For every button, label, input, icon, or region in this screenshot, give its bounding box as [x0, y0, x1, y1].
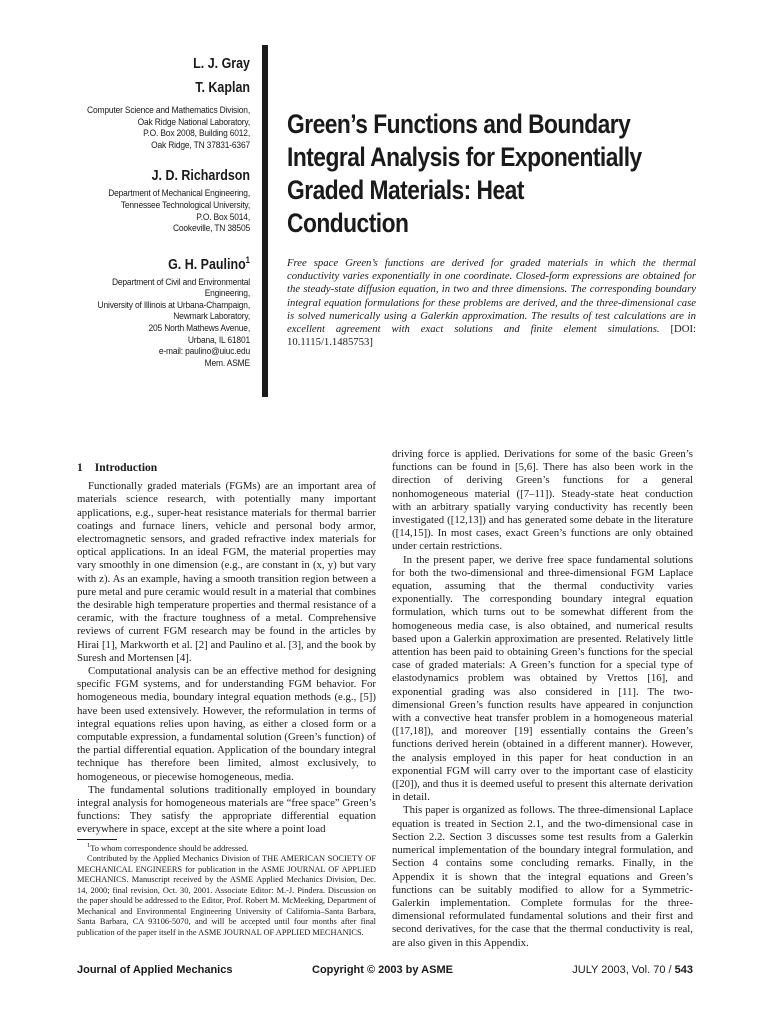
author-name-1: L. J. Gray	[193, 56, 250, 72]
body-column-left	[77, 462, 376, 837]
affiliation-line: Computer Science and Mathematics Division,	[87, 105, 251, 116]
paper-title	[287, 108, 665, 240]
paragraph: This paper is organized as follows. The three-dimensional Laplace equation is treated in Section 2.1, and the two-dimensional case in Section 2.2. Section 3 discusses some test results from a Galerkin numerical implementation of the boundary integral formulation, and Section 4 contains some concluding remarks. Finally, in the Appendix it is shown that the integral equations and Green’s functions can be suitably modified to allow for a Symmetric-Galerkin implementation. Complete formulas for the three-dimensional reformulated fundamental solutions and their first and second derivatives, for the case that the thermal conductivity is real, are also given in this Appendix.	[392, 804, 693, 949]
vertical-rule	[262, 45, 268, 397]
author-email: e-mail: paulino@uiuc.edu	[158, 346, 250, 358]
affiliation-line: Department of Civil and Environmental	[111, 276, 250, 288]
affiliation-paulino	[40, 277, 250, 370]
separator: /	[668, 964, 672, 976]
author-name-4	[69, 252, 250, 274]
author-name-2: T. Kaplan	[195, 80, 250, 96]
section-title: Introduction	[94, 462, 158, 474]
issue-date: JULY 2003, Vol. 70	[572, 964, 666, 976]
title-line: Graded Materials: Heat	[287, 175, 524, 205]
affiliation-line: University of Illinois at Urbana-Champaign,	[97, 299, 250, 311]
abstract-text: Free space Green’s functions are derived for graded materials in which the thermal conductivity varies exponentially in one coordinate. Closed-form expressions are obtained for the steady-state diffusion equation, in two and three dimensions. The corresponding boundary integral equation formulations for these problems are derived, and the three-dimensional case is solved numerically using a Galerkin approximation. The results of test calculations are in excellent agreement with exact solutions and finite element simulations.	[287, 257, 696, 336]
affiliation-line: Engineering,	[204, 288, 250, 300]
footnote-2: Contributed by the Applied Mechanics Division of THE AMERICAN SOCIETY OF MECHANICAL ENGINEERS for publication in the ASME JOURNAL OF APPLIED MECHANICS. Manuscript received by the ASME Applied Mechanics Division, Dec. 14, 2000; final revision, Oct. 30, 2001. Associate Editor: M.-J. Pindera. Discussion on the paper should be addressed to the Editor, Prof. Robert M. McMeeking, Department of Mechanical and Environmental Engineering University of California–Santa Barbara, Santa Barbara, CA 93106-5070, and will be accepted until four months after final publication of the paper itself in the ASME JOURNAL OF APPLIED MECHANICS.	[77, 854, 376, 937]
author-name-paulino: G. H. Paulino	[168, 256, 246, 273]
affiliation-line: Urbana, IL 61801	[187, 334, 250, 346]
title-line: Conduction	[287, 208, 409, 238]
section-heading	[77, 462, 376, 475]
body-column-right	[392, 448, 693, 950]
paragraph: The fundamental solutions traditionally employed in boundary integral analysis for homogeneous materials are “free space” Green’s functions: They satisfy the appropriate differential equation everywhere in space, except at the site where a point load	[77, 783, 376, 836]
footnote-mark: 1	[245, 254, 250, 265]
issue-info	[572, 964, 693, 976]
title-line: Green’s Functions and Boundary	[287, 109, 631, 139]
copyright: Copyright © 2003 by ASME	[312, 964, 453, 976]
footnote-mark: 1	[87, 842, 91, 849]
affiliation-line: P.O. Box 5014,	[196, 211, 250, 223]
footnote-rule	[77, 839, 117, 840]
paragraph: Computational analysis can be an effective method for designing specific FGM systems, and for understanding FGM behavior. For homogeneous media, boundary integral equation methods (e.g., [5]) have been used extensively. However, the reformulation in terms of integral equations relies upon having, as either a closed form or a computable expression, a fundamental solution (Green’s function) of the partial differential equation. Application of the boundary integral technique has therefore been limited, almost exclusively, to homogeneous, or piecewise homogeneous, media.	[77, 665, 376, 783]
affiliation-line: 205 North Mathews Avenue,	[148, 322, 250, 334]
page-number: 543	[674, 964, 693, 976]
section-number: 1	[77, 462, 83, 474]
paragraph: In the present paper, we derive free space fundamental solutions for both the two-dimensional and three-dimensional FGM Laplace equation, assuming that the thermal conductivity varies exponentially. The corresponding boundary integral equation formulation, which turns out to be somewhat different from the homogeneous media case, is also obtained, and numerical results based upon a Galerkin approximation are presented. Relatively little attention has been paid to obtaining Green’s functions for the special case of graded materials: A Green’s function for a special type of elastodynamics problem was obtained by Vrettos [16], and exponential grading was also considered in [11]. The two-dimensional Green’s function results have appeared in conjunction with a convective heat transfer problem in a homogeneous material ([17,18]), and moreover [19] essentially contains the Green’s functions derived herein (obtained in a different manner). However, the analysis employed in this paper for heat conduction in an exponential FGM will carry over to the important case of elasticity ([20]), and thus it is deemed useful to present this alternate derivation in detail.	[392, 553, 693, 804]
title-line: Integral Analysis for Exponentially	[287, 142, 642, 172]
abstract	[287, 257, 696, 349]
paragraph: driving force is applied. Derivations for some of the basic Green’s functions can be found in [5,6]. There has also been work in the direction of deriving Green’s functions for a general nonhomogeneous material ([7–11]). Steady-state heat conduction with an arbitrary spatially varying conductivity has recently been investigated ([12,13]) and has generated some debate in the literature ([14,15]). In most cases, exact Green’s functions are only obtained under certain restrictions.	[392, 448, 693, 553]
affiliation-line: Cookeville, TN 38505	[172, 223, 250, 235]
footnote-text: To whom correspondence should be addressed.	[90, 843, 249, 853]
affiliation-line: Newmark Laboratory,	[173, 311, 250, 323]
paragraph: Functionally graded materials (FGMs) are an important area of materials science research, with potentially many important applications, e.g., super-heat resistance materials for thermal barrier coatings and furnace liners, vehicle and personal body armor, electromagnetic sensors, and graded refractive index materials for optical applications. In an ideal FGM, the material properties may vary smoothly in one dimension (e.g., are constant in (x, y) but vary with z). As an example, having a smooth transition region between a pure metal and pure ceramic would result in a material that combines the desirable high temperature properties and thermal resistance of a ceramic, with the fracture toughness of a metal. Comprehensive reviews of current FGM research may be found in the articles by Hirai [1], Markworth et al. [2] and Paulino et al. [3], and the book by Suresh and Mortensen [4].	[77, 480, 376, 664]
doi: [DOI: 10.1115/1.1485753]	[287, 323, 697, 349]
affiliation-line: P.O. Box 2008, Building 6012,	[143, 128, 250, 140]
affiliation-line: Mem. ASME	[204, 357, 250, 369]
affiliation-kaplan	[40, 105, 250, 151]
affiliation-richardson	[40, 188, 250, 234]
affiliation-line: Department of Mechanical Engineering,	[108, 188, 250, 200]
author-name-3: J. D. Richardson	[151, 168, 250, 185]
author-block	[40, 56, 250, 369]
footnotes	[77, 841, 376, 938]
affiliation-line: Tennessee Technological University,	[120, 199, 250, 211]
affiliation-line: Oak Ridge, TN 37831-6367	[151, 139, 250, 151]
affiliation-line: Oak Ridge National Laboratory,	[137, 116, 250, 128]
journal-name: Journal of Applied Mechanics	[77, 964, 233, 976]
footnote-1	[77, 841, 376, 854]
